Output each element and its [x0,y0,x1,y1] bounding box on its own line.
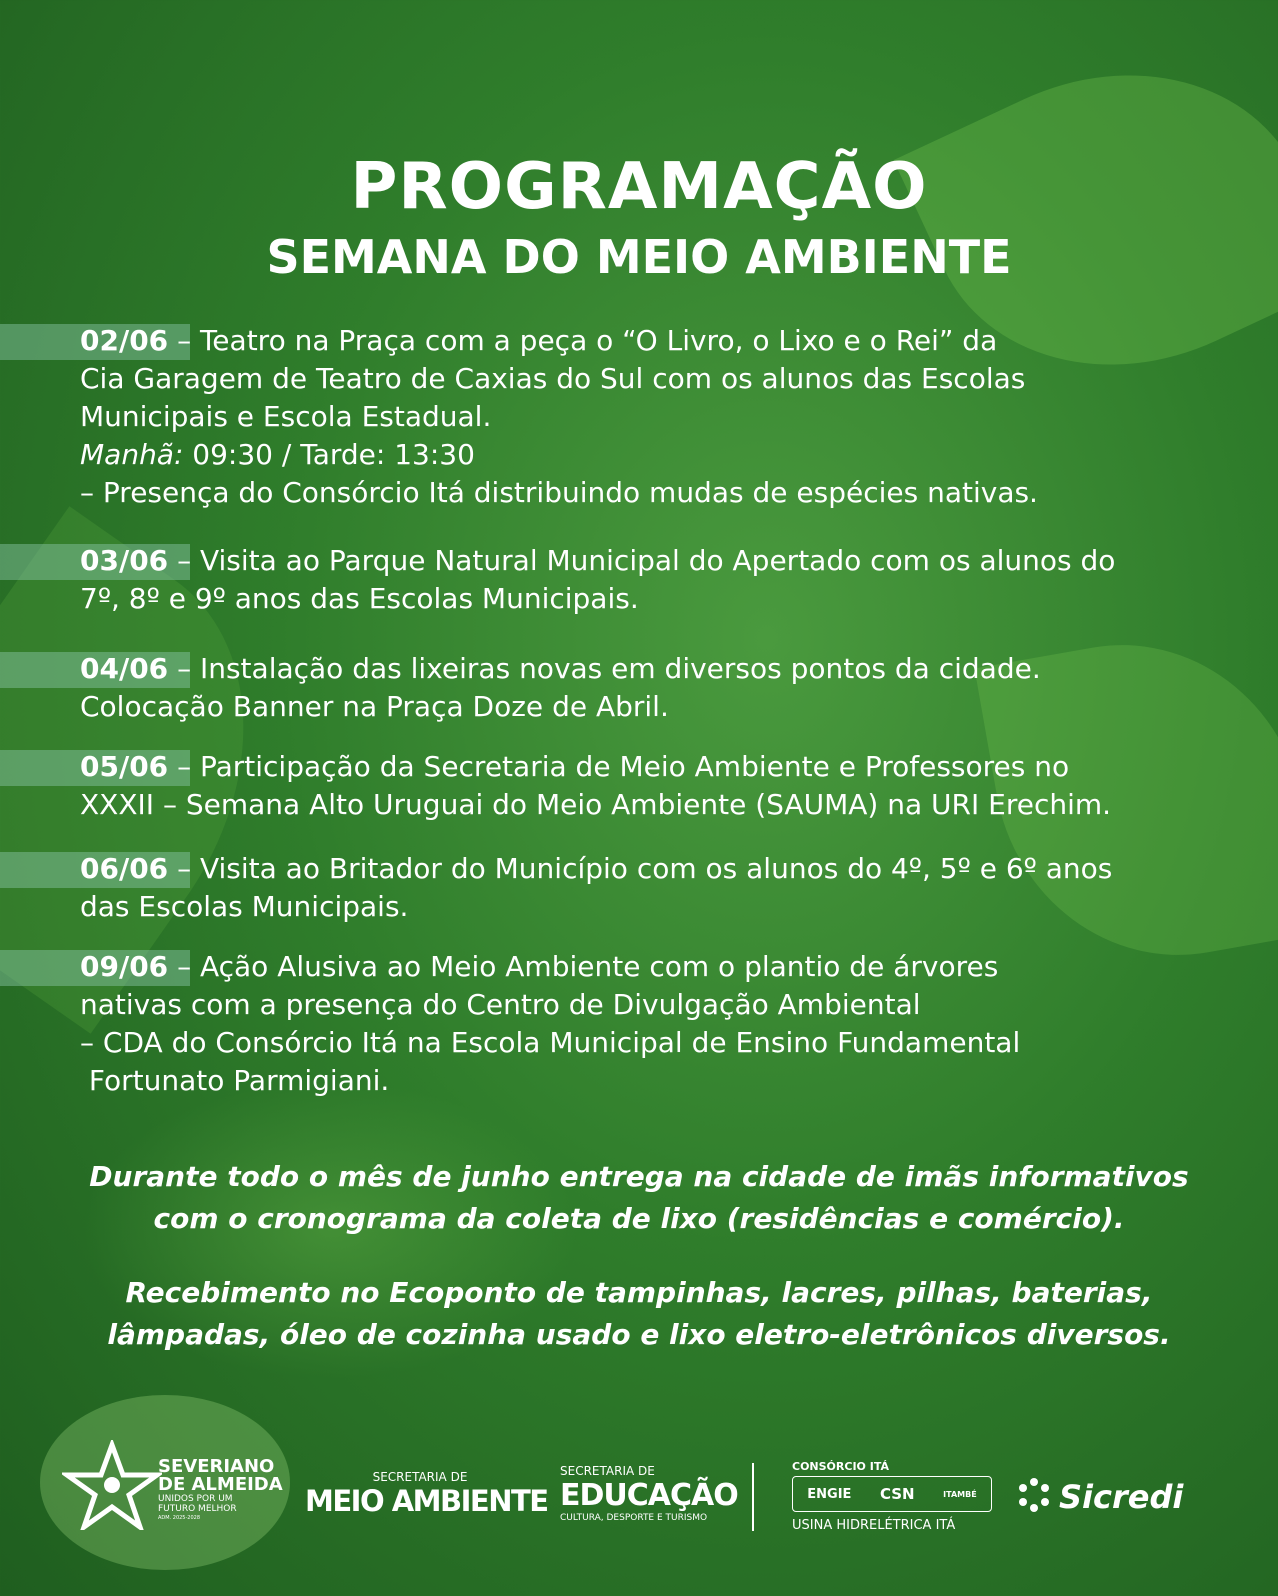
event-item [80,542,1230,618]
municipality-slogan: UNIDOS POR UM [158,1494,233,1504]
event-text: XXXII – Semana Alto Uruguai do Meio Ambiente (SAUMA) na URI Erechim. [80,788,1112,821]
educacao-main: EDUCAÇÃO [560,1478,738,1513]
event-extra: – Presença do Consórcio Itá distribuindo mudas de espécies nativas. [80,476,1038,509]
event-text: Municipais e Escola Estadual. [80,400,492,433]
event-item [80,948,1230,1100]
municipality-name: SEVERIANO [158,1456,275,1477]
event-item [80,650,1230,726]
event-text: – Visita ao Parque Natural Municipal do Apertado com os alunos do [177,544,1116,577]
csn-logo: CSN [879,1485,915,1503]
consorcio-members [792,1476,992,1512]
event-date: 05/06 [80,750,169,783]
event-text: nativas com a presença do Centro de Divulgação Ambiental [80,988,921,1021]
usina-label: USINA HIDRELÉTRICA ITÁ [792,1518,956,1533]
note-text: Recebimento no Ecoponto de tampinhas, lacres, pilhas, baterias, [125,1276,1153,1309]
municipality-term: ADM. 2025-2028 [158,1515,201,1521]
event-text: – Visita ao Britador do Município com os alunos do 4º, 5º e 6º anos [177,852,1113,885]
municipality-star-icon [62,1440,162,1530]
engie-logo: ENGIE [807,1486,852,1502]
sicredi-name: Sicredi [1059,1478,1184,1516]
consorcio-ita-logo [792,1460,992,1533]
event-text: – Teatro na Praça com a peça o “O Livro, o Lixo e o Rei” da [177,324,998,357]
event-text: – Ação Alusiva ao Meio Ambiente com o plantio de árvores [177,950,999,983]
meio-ambiente-logo [305,1470,548,1518]
event-text: – Participação da Secretaria de Meio Ambiente e Professores no [177,750,1070,783]
event-date: 04/06 [80,652,169,685]
educacao-sub: CULTURA, DESPORTE E TURISMO [560,1513,708,1523]
event-text: 7º, 8º e 9º anos das Escolas Municipais. [80,582,639,615]
note-magnets [40,1156,1238,1240]
event-date: 02/06 [80,324,169,357]
municipality-slogan: FUTURO MELHOR [158,1504,237,1514]
event-time: 09:30 / Tarde: 13:30 [183,438,475,471]
event-text: das Escolas Municipais. [80,890,409,923]
event-item [80,850,1230,926]
event-text: Fortunato Parmigiani. [80,1064,390,1097]
event-date: 03/06 [80,544,169,577]
event-text: Cia Garagem de Teatro de Caxias do Sul com os alunos das Escolas [80,362,1026,395]
municipality-name: DE ALMEIDA [158,1474,283,1495]
itambe-logo: ITAMBÉ [943,1489,977,1499]
event-item [80,322,1230,512]
note-text: com o cronograma da coleta de lixo (residências e comércio). [153,1202,1125,1235]
meio-ambiente-top: SECRETARIA DE [372,1470,468,1484]
municipality-logo [158,1458,283,1522]
educacao-logo [560,1464,750,1523]
educacao-top: SECRETARIA DE [560,1464,655,1478]
event-date: 09/06 [80,950,169,983]
note-text: lâmpadas, óleo de cozinha usado e lixo eletro-eletrônicos diversos. [107,1318,1171,1351]
sicredi-icon [1015,1476,1053,1518]
event-text: – CDA do Consórcio Itá na Escola Municipal de Ensino Fundamental [80,1026,1021,1059]
event-item [80,748,1230,824]
meio-ambiente-main: MEIO AMBIENTE [305,1484,548,1518]
sicredi-logo [1015,1476,1183,1518]
event-text: – Instalação das lixeiras novas em diversos pontos da cidade. [177,652,1041,685]
consorcio-title: CONSÓRCIO ITÁ [792,1460,889,1473]
event-text: Colocação Banner na Praça Doze de Abril. [80,690,669,723]
note-ecoponto [40,1272,1238,1356]
event-time-label: Manhã: [80,438,184,471]
event-date: 06/06 [80,852,169,885]
page-title: PROGRAMAÇÃO [350,150,928,224]
page-subtitle: SEMANA DO MEIO AMBIENTE [266,230,1012,284]
footer-divider [752,1463,754,1531]
note-text: Durante todo o mês de junho entrega na cidade de imãs informativos [89,1160,1189,1193]
